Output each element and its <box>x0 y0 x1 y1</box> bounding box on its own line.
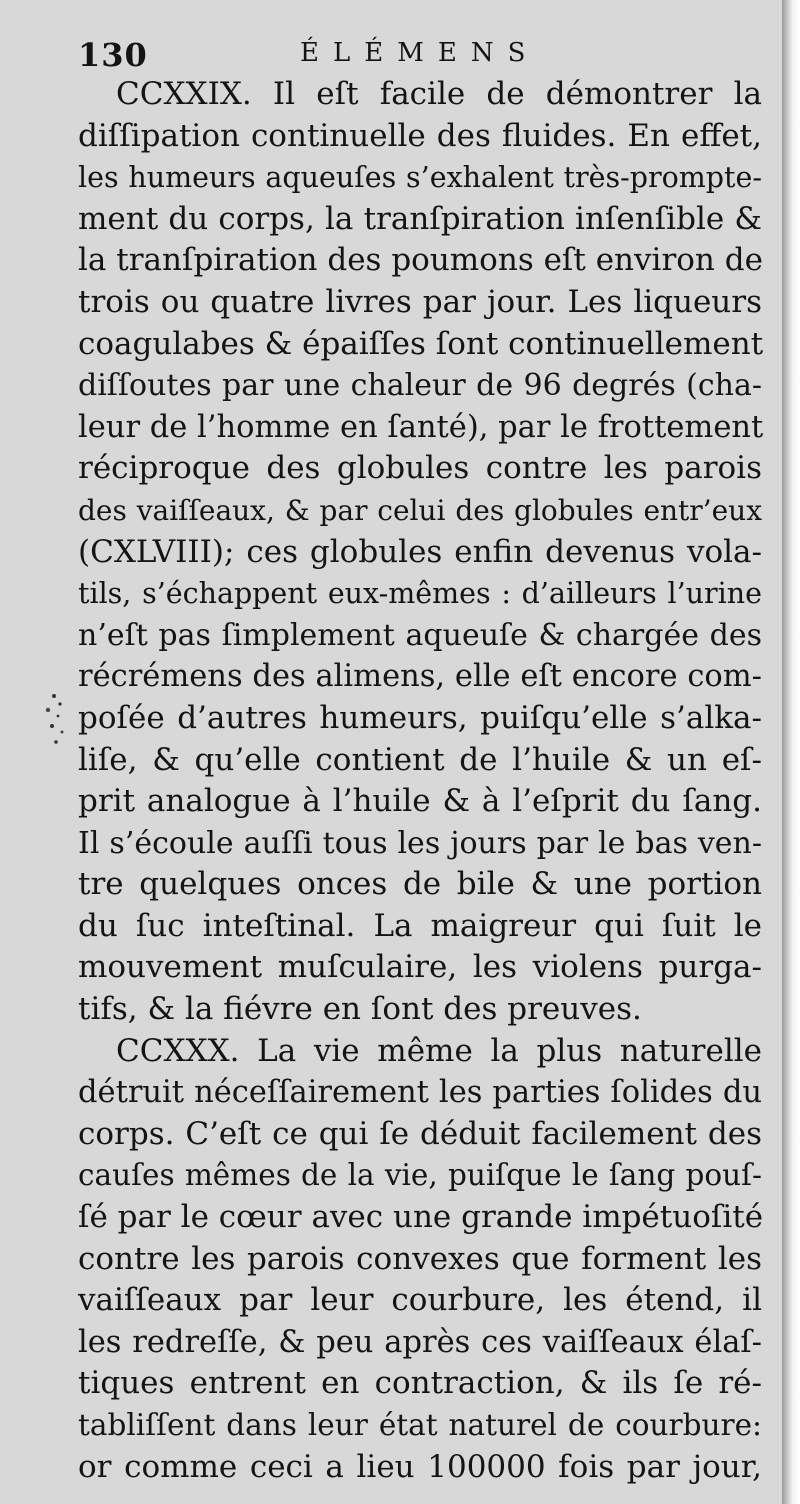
text-line: tabliſſent dans leur état naturel de courbure: <box>78 1408 762 1442</box>
paragraph-ccxxx <box>78 1031 762 1489</box>
text-line: mouvement muſculaire, les violens purga- <box>78 949 762 986</box>
text-line: (CXLVIII); ces globules enfin devenus vola- <box>78 533 762 570</box>
page-number: 130 <box>78 36 148 74</box>
text-line: diſſoutes par une chaleur de 96 degrés (cha- <box>78 368 762 404</box>
paragraph-ccxxix <box>78 74 762 1031</box>
text-line: tils, s’échappent eux-mêmes : d’ailleurs l’urine <box>78 577 762 611</box>
text-line: liſe, & qu’elle contient de l’huile & un eſ- <box>78 741 762 778</box>
text-line: ment du corps, la tranſpiration inſenſible & <box>78 200 762 237</box>
text-line: Il s’écoule auſſi tous les jours par le bas ven- <box>78 825 762 861</box>
text-line: du ſuc inteſtinal. La maigreur qui ſuit le <box>78 907 762 944</box>
text-line: les humeurs aqueuſes s’exhalent très-prompte- <box>78 161 762 195</box>
text-line: vaiſſeaux par leur courbure, les étend, il <box>78 1282 762 1319</box>
text-line: poſée d’autres humeurs, puiſqu’elle s’alka- <box>78 699 762 736</box>
text-line: tre quelques onces de bile & une portion <box>78 866 762 903</box>
text-line: la tranſpiration des poumons eſt environ de <box>78 242 763 279</box>
text-line: corps. C’eſt ce qui ſe déduit facilement des <box>78 1115 762 1152</box>
text-line: tifs, & la fiévre en ſont des preuves. <box>78 991 642 1028</box>
text-line: or comme ceci a lieu 100000 fois par jour, <box>78 1448 762 1485</box>
text-line: ſé par le cœur avec une grande impétuoſité <box>78 1199 764 1236</box>
text-line: CCXXIX. Il eſt facile de démontrer la <box>116 76 762 112</box>
text-line: coagulabes & épaiſſes ſont continuellement <box>78 325 764 362</box>
page-edge <box>782 0 800 1504</box>
text-line: prit analogue à l’huile & à l’eſprit du ſang. <box>78 783 762 820</box>
text-line: contre les parois convexes que forment les <box>78 1240 762 1277</box>
running-title: ÉLÉMENS <box>300 38 540 68</box>
body-text <box>78 74 762 1488</box>
text-line: leur de l’homme en ſanté), par le frottement <box>78 409 764 445</box>
text-line: des vaiſſeaux, & par celui des globules entr’eux <box>78 493 762 527</box>
text-line: cauſes mêmes de la vie, puiſque le ſang pouſ- <box>78 1158 762 1193</box>
text-line: trois ou quatre livres par jour. Les liqueurs <box>78 283 762 320</box>
text-line: CCXXX. La vie même la plus naturelle <box>116 1032 762 1069</box>
text-line: les redreſſe, & peu après ces vaiſſeaux élaſ- <box>78 1324 762 1360</box>
text-line: tiques entrent en contraction, & ils ſe ré- <box>78 1365 762 1402</box>
text-line: diſſipation continuelle des fluides. En effet, <box>78 117 762 154</box>
page-header <box>78 36 758 76</box>
text-line: réciproque des globules contre les parois <box>78 450 762 487</box>
text-line: récrémens des alimens, elle eſt encore com- <box>78 659 762 695</box>
text-line: n’eſt pas ſimplement aqueuſe & chargée des <box>78 617 762 653</box>
ink-blemish <box>34 686 68 750</box>
text-line: détruit néceſſairement les parties ſolides du <box>78 1075 762 1111</box>
